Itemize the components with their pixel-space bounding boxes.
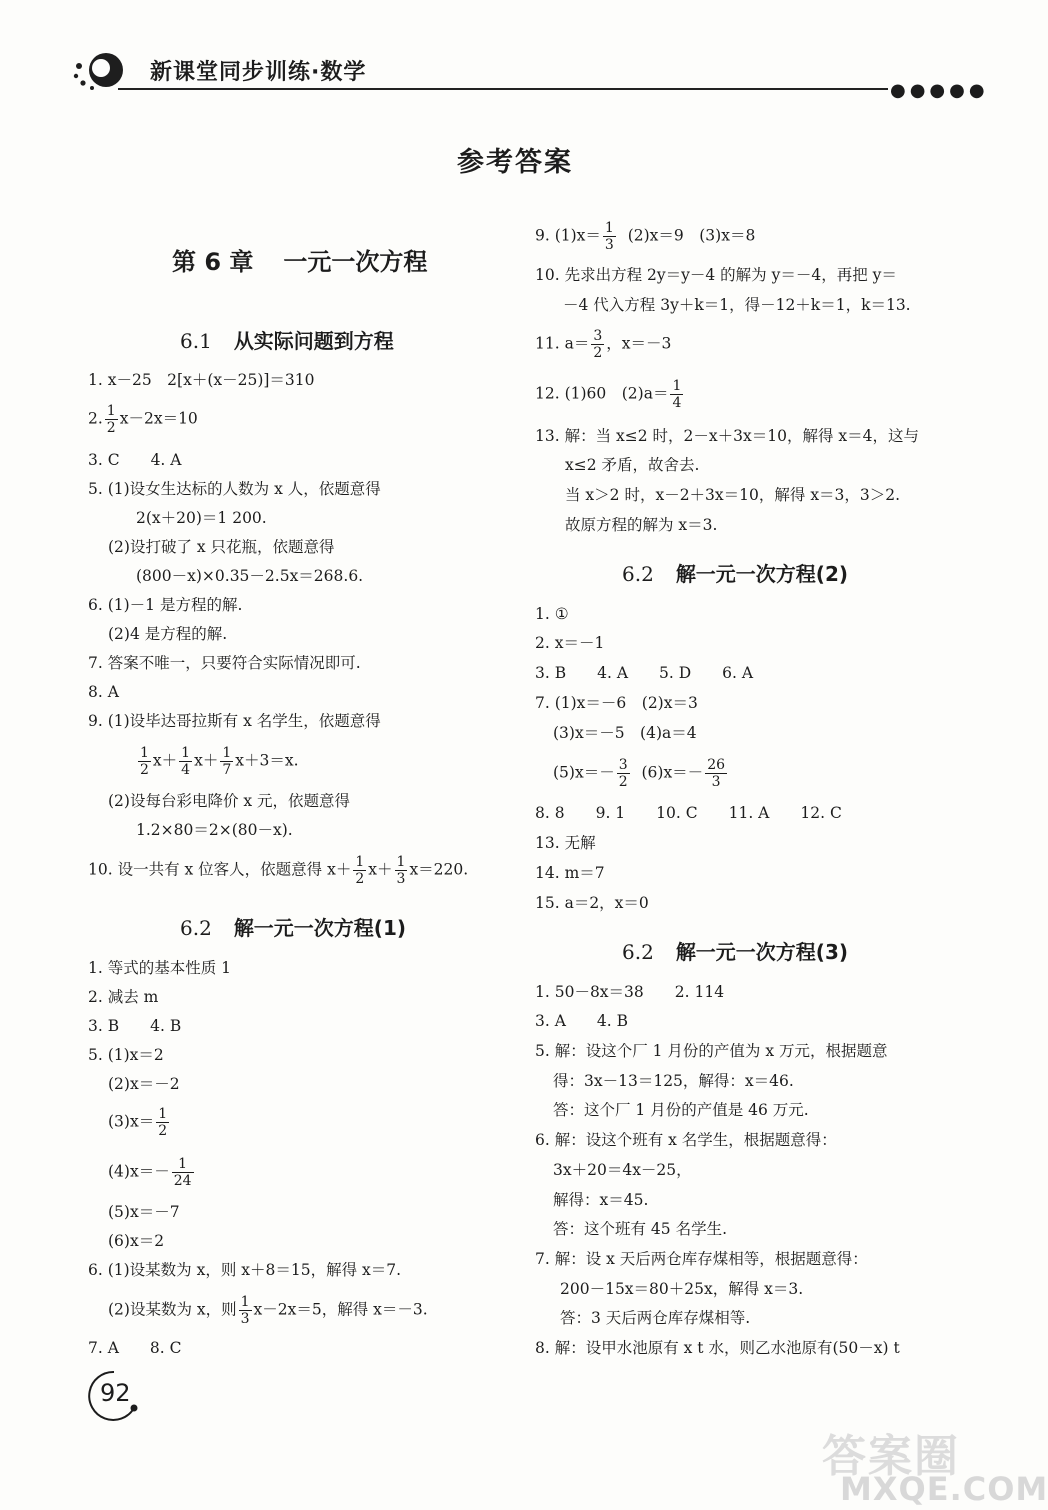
section-number: 6.2 [622, 940, 654, 964]
fraction [239, 1294, 252, 1327]
fraction [105, 403, 118, 436]
denominator: 2 [618, 774, 628, 790]
answer-line: (2)设打破了 x 只花瓶，依题意得 [108, 538, 335, 556]
answer-text: x＋ [152, 751, 178, 770]
denominator: 2 [355, 871, 365, 887]
fraction [353, 854, 366, 887]
answer-line: 7. A 8. C [88, 1339, 182, 1357]
answer-text: (4)x＝－ [108, 1162, 170, 1181]
answer-line: 答：3 天后两仓库存煤相等. [560, 1309, 751, 1327]
answer-text: x＋ [368, 860, 393, 879]
answer-line: －4 代入方程 3y＋k＝1，得－12＋k＝1，k＝13. [563, 296, 911, 314]
numerator: 1 [106, 403, 116, 419]
answer-line: 3. A 4. B [535, 1012, 629, 1030]
header-rule [118, 88, 888, 90]
section-name: 从实际问题到方程 [233, 329, 394, 353]
answer-line: (2)设每台彩电降价 x 元，依题意得 [108, 792, 351, 810]
answer-line: 13. 无解 [535, 834, 596, 852]
page-number-badge [92, 1370, 140, 1418]
answer-line [108, 1294, 428, 1327]
section-6-2-3-heading [622, 936, 848, 965]
fraction [220, 745, 233, 778]
denominator: 7 [222, 762, 232, 778]
answer-line: (5)x＝－7 [108, 1203, 180, 1221]
answer-line: 3. B 4. B [88, 1017, 182, 1035]
answer-line: 当 x＞2 时，x－2＋3x＝10，解得 x＝3，3＞2. [565, 486, 901, 504]
answer-text: x＝220. [409, 860, 469, 879]
answer-line: 3. C 4. A [88, 451, 182, 469]
denominator: 4 [672, 395, 682, 411]
numerator: 3 [618, 757, 628, 773]
answer-line [88, 854, 468, 887]
answer-number: 2. [88, 409, 103, 428]
answer-line [535, 220, 755, 253]
watermark-logo: 答案圈 [822, 1431, 960, 1482]
answer-line: 7. 答案不唯一，只要符合实际情况即可. [88, 654, 361, 672]
fraction [156, 1106, 169, 1139]
fraction [603, 220, 616, 253]
answer-line: 故原方程的解为 x＝3. [565, 516, 718, 534]
answer-line: 9. (1)设毕达哥拉斯有 x 名学生，依题意得 [88, 712, 381, 730]
answer-line: 5. 解：设这个厂 1 月份的产值为 x 万元，根据题意 [535, 1042, 888, 1060]
answer-line [553, 757, 729, 790]
answer-text: (3)x＝ [108, 1112, 155, 1131]
fraction [395, 854, 408, 887]
section-number: 6.1 [180, 329, 212, 353]
numerator: 1 [172, 1156, 194, 1173]
answer-line: 3x＋20＝4x－25， [553, 1161, 692, 1179]
answer-line: (3)x＝－5 (4)a＝4 [553, 724, 697, 742]
denominator: 3 [396, 871, 406, 887]
page-header [0, 0, 1000, 110]
answer-line: 1. x－25 2[x＋(x－25)]＝310 [88, 371, 315, 389]
answer-line: 3. B 4. A 5. D 6. A [535, 664, 754, 682]
answer-line: 14. m＝7 [535, 864, 605, 882]
answer-line: 6. 解：设这个班有 x 名学生，根据题意得： [535, 1131, 837, 1149]
answer-line: 答：这个班有 45 名学生. [553, 1220, 728, 1238]
fraction [705, 757, 727, 790]
answer-line: x≤2 矛盾，故舍去. [565, 456, 700, 474]
numerator: 1 [158, 1106, 168, 1122]
numerator: 1 [240, 1294, 250, 1310]
page-number: 92 [100, 1379, 131, 1407]
numerator: 3 [593, 328, 603, 344]
denominator: 24 [173, 1173, 192, 1189]
answer-line: 10. 先求出方程 2y＝y－4 的解为 y＝－4，再把 y＝ [535, 266, 897, 284]
denominator: 2 [106, 420, 116, 436]
numerator: 1 [181, 745, 191, 761]
header-dots: ●●●●● [890, 80, 989, 101]
answer-line [108, 1156, 196, 1189]
answer-line [136, 745, 299, 778]
answer-line: 1. 50－8x＝38 2. 114 [535, 983, 725, 1001]
chapter-name: 一元一次方程 [283, 248, 428, 276]
answer-line: 得：3x－13＝125，解得：x＝46. [553, 1072, 794, 1090]
denominator: 2 [140, 762, 149, 778]
numerator: 1 [140, 745, 149, 761]
answer-line: 答：这个厂 1 月份的产值是 46 万元. [553, 1101, 809, 1119]
answer-line: 15. a＝2，x＝0 [535, 894, 649, 912]
denominator: 4 [181, 762, 191, 778]
page-title: 参考答案 [457, 147, 573, 178]
header-title: 新课堂同步训练·数学 [150, 60, 367, 85]
answer-line: 1. 等式的基本性质 1 [88, 959, 232, 977]
fraction [617, 757, 630, 790]
answer-text: x＋ [194, 751, 219, 770]
answer-line: 8. 8 9. 1 10. C 11. A 12. C [535, 804, 842, 822]
answer-text: x＋3＝x. [235, 751, 299, 770]
section-6-2-1-heading [180, 912, 406, 941]
answer-line: (2)x＝－2 [108, 1075, 180, 1093]
numerator: 1 [672, 378, 682, 394]
fraction [172, 1156, 194, 1189]
answer-line: 200－15x＝80＋25x，解得 x＝3. [560, 1280, 804, 1298]
numerator: 1 [222, 745, 232, 761]
answer-line: 5. (1)x＝2 [88, 1046, 164, 1064]
fraction [670, 378, 683, 411]
denominator: 2 [593, 345, 603, 361]
answer-text: (2)x＝9 (3)x＝8 [627, 226, 756, 245]
answer-line: 2(x＋20)＝1 200. [136, 509, 267, 527]
denominator: 3 [711, 774, 721, 790]
answer-line: 1. ① [535, 605, 569, 623]
answer-line: 8. 解：设甲水池原有 x t 水，则乙水池原有(50－x) t [535, 1339, 900, 1357]
answer-text: x－2x＝10 [119, 409, 198, 428]
section-name: 解一元一次方程(1) [233, 916, 407, 940]
chapter-heading [172, 242, 427, 277]
fraction [591, 328, 604, 361]
answer-line: 2. 减去 m [88, 988, 159, 1006]
denominator: 3 [604, 237, 614, 253]
answer-text: 12. (1)60 (2)a＝ [535, 384, 669, 403]
answer-text: (2)设某数为 x，则 [108, 1300, 237, 1319]
section-name: 解一元一次方程(2) [675, 562, 849, 586]
answer-line: (800－x)×0.35－2.5x＝268.6. [136, 567, 364, 585]
answer-line: (2)4 是方程的解. [108, 625, 228, 643]
numerator: 1 [604, 220, 614, 236]
answer-text: 11. a＝ [535, 334, 590, 353]
numerator: 1 [355, 854, 365, 870]
numerator: 26 [707, 757, 726, 773]
answer-line [88, 403, 198, 436]
answer-line: (6)x＝2 [108, 1232, 165, 1250]
answer-line: 5. (1)设女生达标的人数为 x 人，依题意得 [88, 480, 381, 498]
section-name: 解一元一次方程(3) [675, 940, 849, 964]
denominator: 3 [240, 1311, 250, 1327]
chapter-number: 第 6 章 [172, 248, 254, 276]
answer-line: 13. 解：当 x≤2 时，2－x＋3x＝10，解得 x＝4，这与 [535, 427, 919, 445]
answer-line: 2. x＝－1 [535, 634, 605, 652]
answer-line [535, 328, 671, 361]
section-6-1-heading [180, 325, 394, 354]
answer-line: 7. 解：设 x 天后两仓库存煤相等，根据题意得： [535, 1250, 868, 1268]
answer-line: 6. (1)设某数为 x，则 x＋8＝15，解得 x＝7. [88, 1261, 402, 1279]
answer-line: 6. (1)－1 是方程的解. [88, 596, 243, 614]
section-6-2-2-heading [622, 558, 848, 587]
numerator: 1 [396, 854, 406, 870]
answer-text: 10. 设一共有 x 位客人，依题意得 x＋ [88, 860, 352, 879]
answer-text: (5)x＝－ [553, 763, 615, 782]
answer-line: 1.2×80＝2×(80－x). [136, 821, 293, 839]
answer-line [535, 378, 685, 411]
answer-line [108, 1106, 171, 1139]
watermark-url: MXQE.COM [840, 1470, 1048, 1508]
answer-line: 解得：x＝45. [553, 1191, 649, 1209]
answer-line: 7. (1)x＝－6 (2)x＝3 [535, 694, 698, 712]
answer-text: x－2x＝5，解得 x＝－3. [253, 1300, 428, 1319]
fraction [138, 745, 151, 778]
section-number: 6.2 [180, 916, 212, 940]
answer-text: ，x＝－3 [606, 334, 672, 353]
answer-text: 9. (1)x＝ [535, 226, 601, 245]
book-series-logo-icon [70, 48, 130, 98]
answer-line: 8. A [88, 683, 119, 701]
section-number: 6.2 [622, 562, 654, 586]
answer-text: (6)x＝－ [641, 763, 704, 782]
denominator: 2 [158, 1123, 168, 1139]
fraction [179, 745, 192, 778]
